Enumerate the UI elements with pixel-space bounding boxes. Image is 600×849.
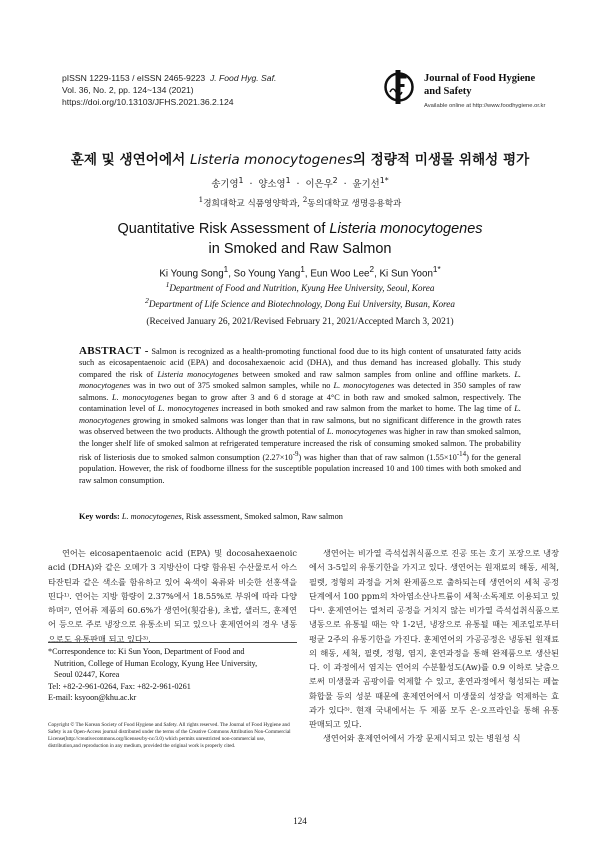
abstract-species: L. monocytogenes — [158, 404, 219, 414]
aff-en-line2 — [0, 295, 600, 311]
aff-en-2: Department of Life Science and Biotechnology, Dong Eui University, Busan, Korea — [148, 298, 455, 309]
aff-sup: 1 — [198, 195, 204, 204]
author-kr: 윤기선 — [352, 179, 380, 191]
copyright-notice: Copyright © The Korean Society of Food Hygiene and Safety. All rights reserved. The Journal of Food Hygiene and Safety is an Open-Access journal distributed under the terms of the Creative Commons Attribution Non-Commercial License(http://creativecommons.org/licenses/by-nc/3.0) which permits unrestricted non-commercial use, distribution,and reproduction in any medium, provided the original work is properly cited. — [48, 722, 291, 749]
aff-en-1: Department of Food and Nutrition, Kyung Hee University, Seoul, Korea — [169, 283, 435, 294]
abstract-text: increased in both smoked and raw salmon from the market to home. The lag time of — [218, 404, 515, 414]
corr-line: *Correspondence to: Ki Sun Yoon, Department of Food and — [48, 647, 245, 656]
correspondence-footnote — [48, 646, 298, 704]
aff-en-line1 — [0, 279, 600, 295]
body-paragraph: 연어는 eicosapentaenoic acid (EPA) 및 docosahexaenoic acid (DHA)와 같은 오메가 3 지방산이 다량 함유된 수산물로서 아스타잔틴과 같은 색소를 함유하고 있어 육색이 육류와 비슷한 선홍색을 띤다¹⁾. 연어는 지방 함량이 2.37%에서 18.55%로 부위에 따라 다양하며²⁾, 연어류 제품의 60.6%가 생연어(횟감용), 초밥, 샐러드, 훈제연어 등으로 주로 냉장으로 유통소비 되고 있으나 훈제연어의 경우 냉동으로도 유통판매 되고 있다³⁾. — [48, 548, 297, 644]
body-column-left — [48, 546, 297, 646]
abstract-text: growing in smoked salmons was longer than that in raw salmons, but no significant difference in the growth rates was observed between the two products. Although the growth potential of — [79, 415, 521, 437]
abstract-text: was detected in 350 samples of raw salmons. — [79, 381, 521, 402]
body-paragraph: 생연어는 비가열 즉석섭취식품으로 진공 또는 호기 포장으로 냉장에서 3-5일의 유통기한을 가지고 있다. 생연어는 원재료의 해동, 세척, 필렛, 정형의 과정을 거쳐 완제품으로 출하되는데 생연어의 세척 공정단계에서 100 ppm의 차아염소산나트륨이 세척·소독제로 이용되고 있다⁴⁾. 훈제연어는 열처리 공정을 거치지 않는 비가열 즉석섭취식품으로 냉동으로 유통될 때는 약 1-2년, 냉장으로 유통될 때는 제조일로부터 평균 2주의 유통기한을 가진다. 훈제연어의 가공공정은 냉동된 원재료의 해동, 세척, 필렛, 정형, 염지, 훈연과정을 통해 완제품으로 생산된다. 이 과정에서 염지는 연어의 수분활성도(Aw)를 0.9 이하로 낮춤으로써 미생물과 곰팡이를 억제할 수 있고, 훈연과정에서 형성되는 페놀화합물 등의 성분 때문에 훈제연어에서 미생물의 성장을 억제하는 효과가 있다⁵⁾. 현재 국내에서는 두 제품 모두 온·오프라인을 통해 유통 판매되고 있다. — [309, 548, 559, 729]
keywords-list: Risk assessment, Smoked salmon, Raw salmon — [183, 512, 343, 521]
aff-sup: 2 — [302, 195, 308, 204]
author-en: Ki Sun Yoon — [379, 268, 433, 280]
title-en-species: Listeria monocytogenes — [329, 221, 483, 237]
author-sup: 2 — [332, 176, 338, 185]
author-en: So Young Yang — [233, 268, 301, 280]
abstract-text: ) for the general population. However, the risk of foodborne illness for the susceptible population increased 10 and 100 times with both smoked and raw salmon consumption. — [79, 452, 521, 485]
keywords — [79, 512, 521, 521]
title-kr-part2: 의 정량적 미생물 위해성 평가 — [352, 152, 530, 168]
abstract-species: L. monocytogenes — [326, 427, 387, 437]
journal-name-line1: Journal of Food Hygiene — [424, 73, 536, 84]
abstract-label: ABSTRACT - — [79, 345, 149, 357]
abstract-species: L. monocytogenes — [333, 381, 395, 391]
aff-kr-2: 동의대학교 생명응용학과 — [307, 198, 402, 209]
abstract-exponent: -14 — [456, 451, 467, 459]
keywords-label: Key words: — [79, 512, 120, 521]
affiliation-english — [0, 279, 600, 310]
body-column-right — [309, 546, 559, 746]
journal-name-line2: and Safety — [424, 85, 472, 97]
author-sup: 1 — [285, 176, 291, 185]
aff-sup: 2 — [145, 295, 149, 305]
journal-abbr: J. Food Hyg. Saf. — [209, 73, 277, 83]
author-sup: 1 — [300, 265, 305, 274]
author-kr: 양소영 — [258, 179, 286, 191]
title-en-line1 — [0, 219, 600, 239]
footnote-divider — [48, 642, 297, 643]
title-english — [0, 219, 600, 259]
author-kr: 이은우 — [305, 179, 333, 191]
title-en-part1: Quantitative Risk Assessment of — [117, 221, 330, 237]
abstract-text: was higher in raw than smoked salmon, the longer shelf life of smoked salmon at refrigerated temperature increased the risk of consuming smoked salmon. The probability risk of listeriosis due to smoked salmon consumption (2.27×10 — [79, 427, 521, 462]
corr-line: Nutrition, College of Human Ecology, Kyung Hee University, — [54, 658, 258, 668]
keyword-species: L. monocytogenes, — [121, 512, 184, 521]
journal-name — [424, 73, 535, 98]
aff-sup: 1 — [165, 280, 170, 289]
author-en: Ki Young Song — [159, 268, 224, 280]
title-en-line2: in Smoked and Raw Salmon — [208, 241, 392, 257]
abstract — [79, 346, 521, 486]
author-sup: 2 — [369, 265, 375, 274]
title-kr-part1: 훈제 및 생연어에서 — [70, 152, 190, 168]
author-en: Eun Woo Lee — [310, 268, 370, 280]
volume-line: Vol. 36, No. 2, pp. 124~134 (2021) — [62, 85, 194, 96]
corr-email[interactable]: E-mail: ksyoon@khu.ac.kr — [48, 693, 137, 703]
abstract-text: ) was higher than that of raw salmon (1.55×10 — [298, 452, 457, 462]
author-sup: 1* — [379, 176, 389, 185]
author-kr: 송기영 — [211, 179, 239, 191]
received-dates: (Received January 26, 2021/Revised February 21, 2021/Accepted March 3, 2021) — [146, 317, 454, 327]
abstract-text: was in two out of 375 smoked salmon samples, while no — [130, 381, 334, 391]
body-paragraph: 생연어와 훈제연어에서 가장 문제시되고 있는 병원성 식 — [323, 733, 521, 744]
authors-korean: 송기영$^1$ · 양소영$^1$ · 이은우$^2$ · 윤기선$^{1*}$ — [211, 176, 389, 191]
abstract-species: Listeria monocytogenes — [157, 369, 239, 379]
title-kr-species: Listeria monocytogenes — [189, 152, 353, 168]
corr-line: Tel: +82-2-961-0264, Fax: +82-2-961-0261 — [48, 681, 191, 691]
abstract-text: began to grow after 3 and 6 d storage at 4°C in both raw and smoked salmon, respectively. The contamination level of — [79, 392, 521, 414]
page-number: 124 — [293, 816, 307, 826]
authors-english: Ki Young Song$^1$, So Young Yang$^1$, Eun Woo Lee$^2$, Ki Sun Yoon$^{1*}$ — [159, 265, 441, 280]
abstract-species: L. monocytogenes — [79, 404, 521, 425]
author-sup: 1 — [238, 176, 244, 185]
author-sup: 1* — [432, 265, 441, 274]
aff-kr-1: 경희대학교 식품영양학과, — [203, 198, 303, 209]
title-korean — [0, 148, 600, 168]
journal-logo-icon — [384, 70, 414, 104]
issn-line — [62, 72, 276, 84]
journal-header-info — [62, 72, 276, 109]
abstract-species: L. monocytogenes — [79, 369, 522, 391]
affiliation-korean — [0, 195, 600, 209]
issn: pISSN 1229-1153 / eISSN 2465-9223 — [62, 73, 206, 83]
abstract-species: L. monocytogenes — [111, 392, 174, 402]
author-sup: 1 — [223, 265, 229, 274]
doi-link[interactable]: https://doi.org/10.13103/JFHS.2021.36.2.124 — [62, 97, 234, 108]
journal-url[interactable]: Available online at http://www.foodhygiene.or.kr — [424, 103, 546, 109]
abstract-text: Salmon is recognized as a health-promoting functional food due to its high content of unsaturated fatty acids such as eicosapentaenoic acid (EPA) and docosahexaenoic acid (DHA), and thus demand has increased globally. This study compared the risk of — [79, 347, 521, 379]
corr-line: Seoul 02447, Korea — [54, 670, 120, 680]
abstract-text: between smoked and raw salmon samples from online and offline markets. — [238, 369, 515, 379]
abstract-exponent: -9 — [292, 451, 299, 459]
